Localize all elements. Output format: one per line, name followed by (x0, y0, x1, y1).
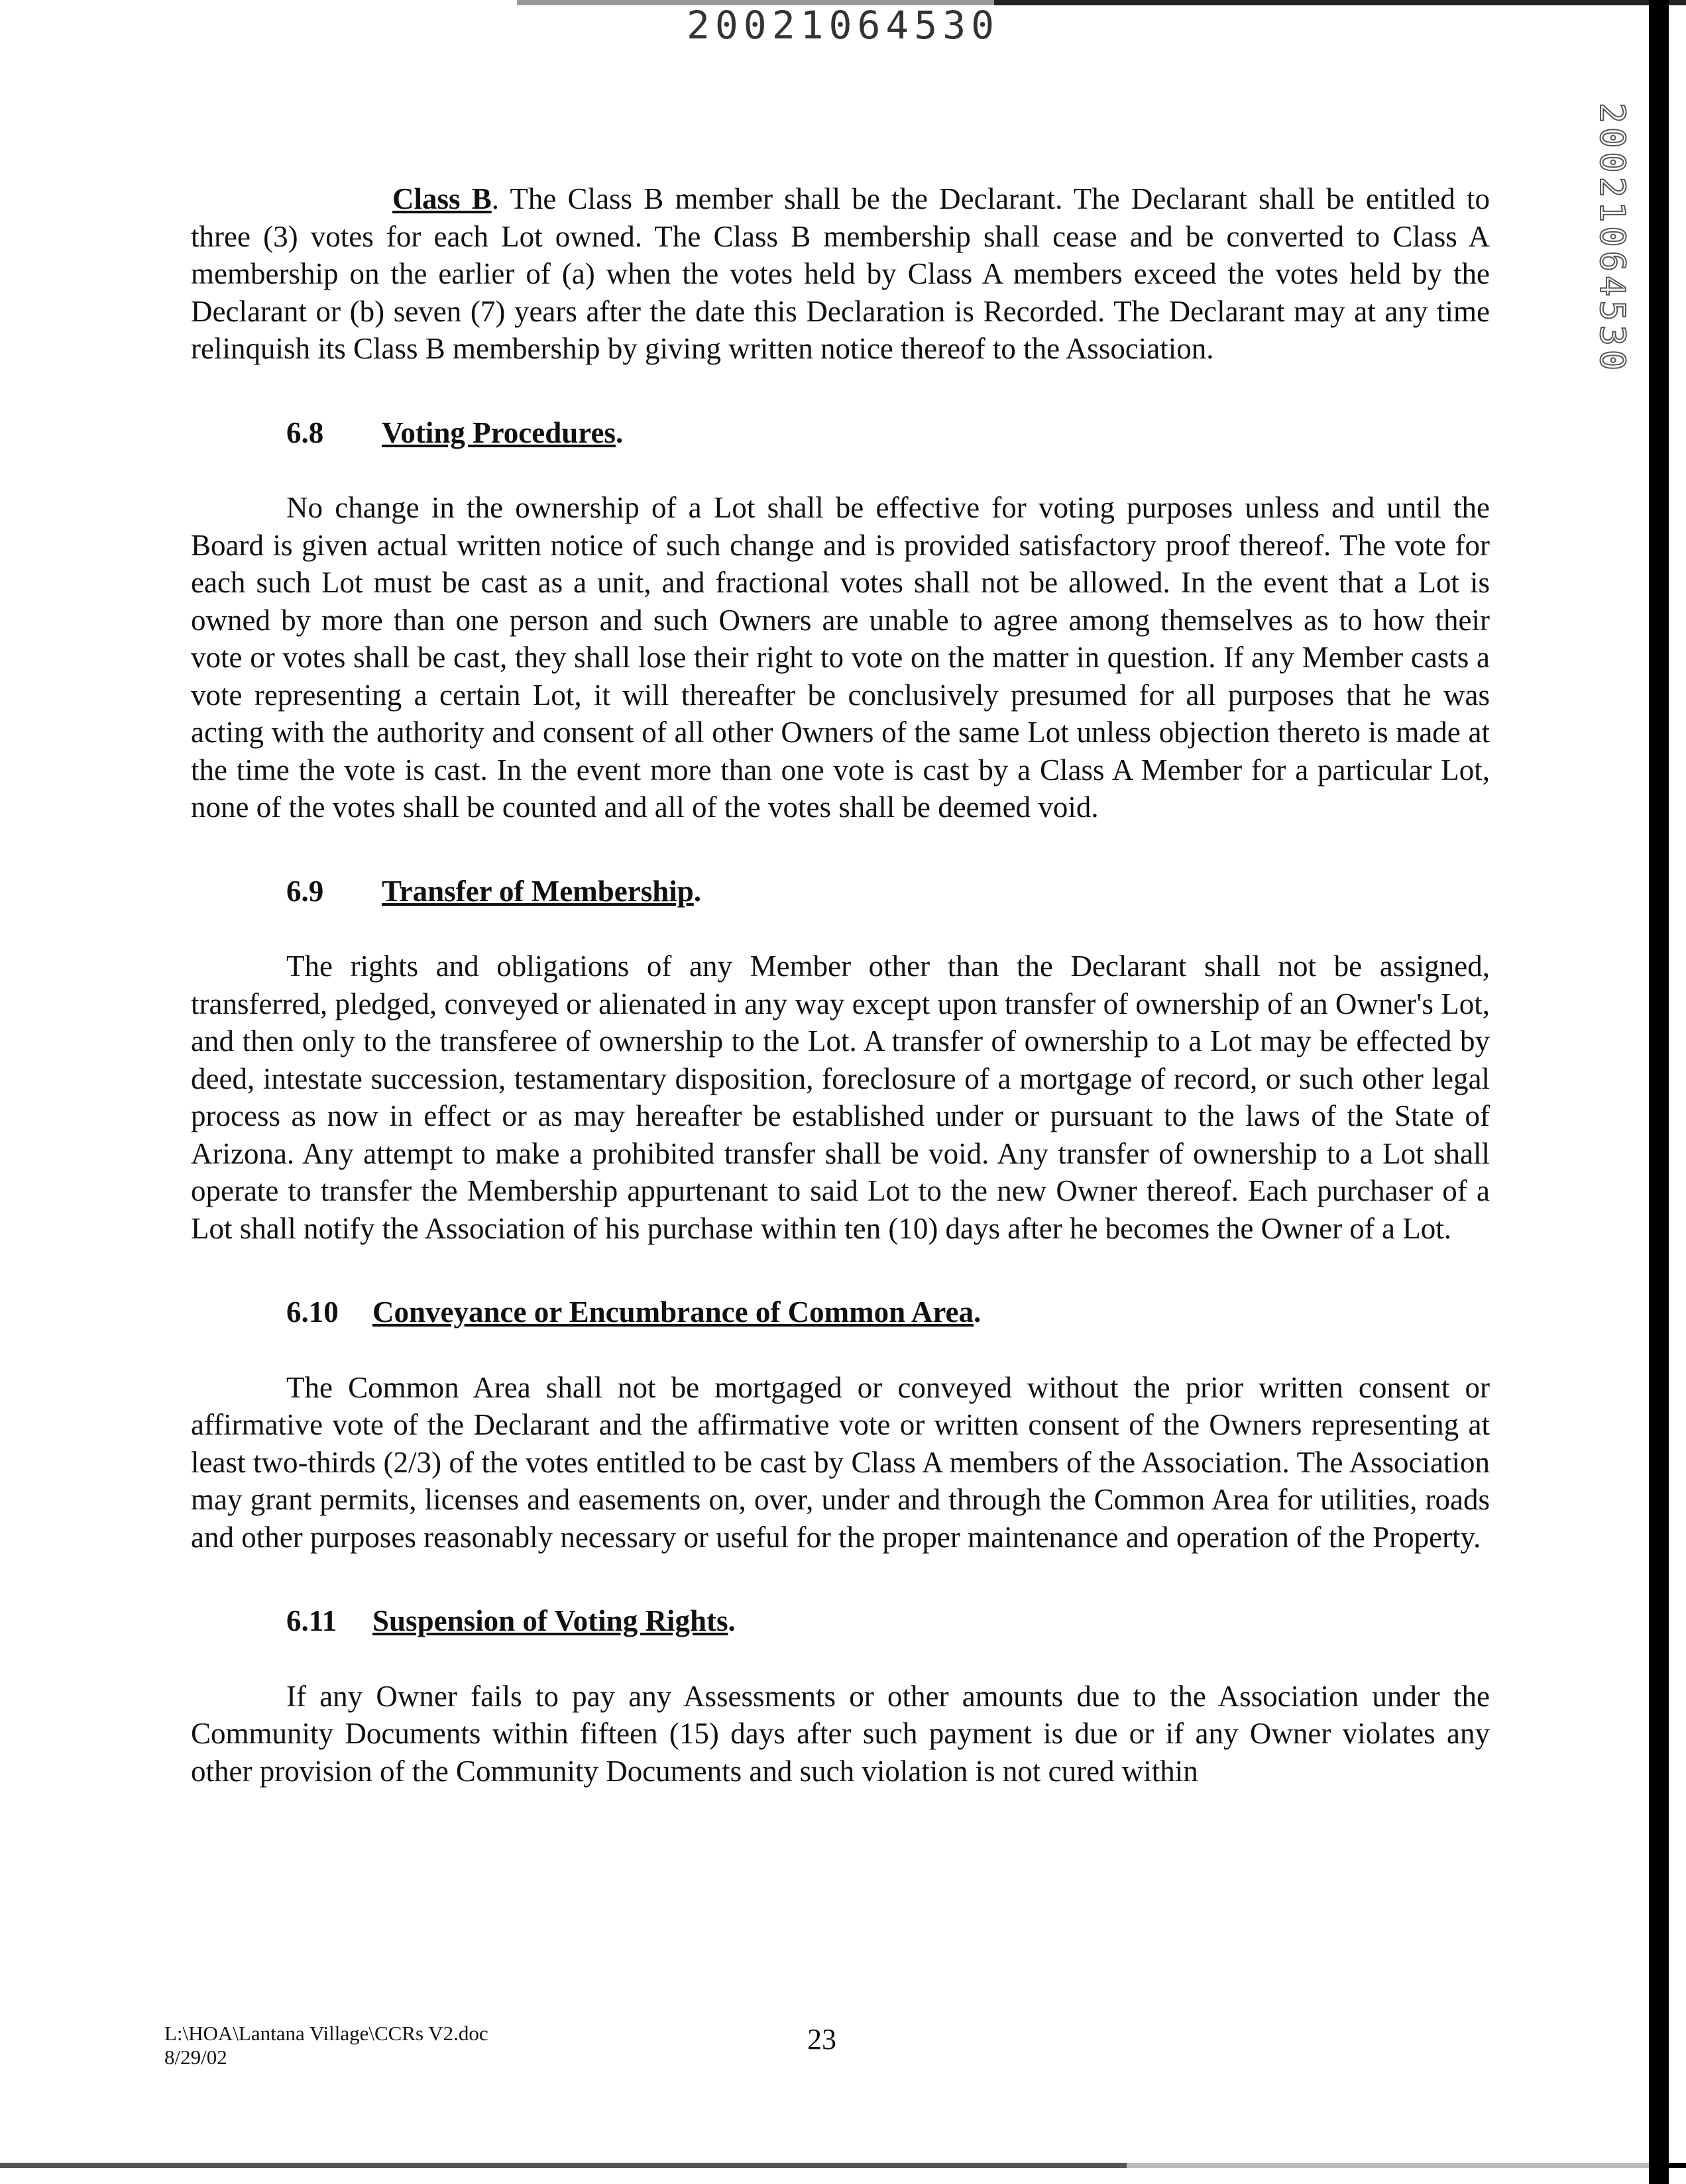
section-number: 6.11 (286, 1604, 337, 1637)
document-body (191, 180, 1490, 1790)
page-number: 23 (807, 2023, 836, 2055)
section-body-6-9: The rights and obligations of any Member other than the Declarant shall not be assigned, transferred, pledged, conveyed or alienated in any way except upon transfer of ownership of an Owner's Lot, and then only to the transferee of ownership to the Lot. A transfer of ownership to a Lot may be effected by deed, intestate succession, testamentary disposition, foreclosure of a mortgage of record, or such other legal process as now in effect or as may hereafter be established under or pursuant to the laws of the State of Arizona. Any attempt to make a prohibited transfer shall be void. Any transfer of ownership to a Lot shall operate to transfer the Membership appurtenant to said Lot to the new Owner thereof. Each purchaser of a Lot shall notify the Association of his purchase within ten (10) days after he becomes the Owner of a Lot. (191, 950, 1490, 1245)
section-heading-6-11: 6.11 Suspension of Voting Rights. (191, 1602, 1490, 1640)
document-number: 20021064530 (686, 3, 1000, 48)
section-number: 6.10 (286, 1295, 339, 1329)
footer-file-info (164, 2022, 488, 2069)
section-heading-6-8: 6.8 Voting Procedures. (191, 414, 1490, 452)
section-body-6-11: If any Owner fails to pay any Assessments or other amounts due to the Association under the Community Documents within fifteen (15) days after such payment is due or if any Owner violates any other provision of the Community Documents and such violation is not cured within (191, 1679, 1490, 1788)
section-number: 6.9 (286, 874, 324, 908)
class-b-paragraph (191, 180, 1490, 368)
section-title: Conveyance or Encumbrance of Common Area (372, 1295, 974, 1329)
class-b-lead: Class B (392, 182, 492, 215)
section-heading-6-10: 6.10 Conveyance or Encumbrance of Common Area. (191, 1293, 1490, 1331)
section-body-6-8: No change in the ownership of a Lot shall be effective for voting purposes unless and until the Board is given actual written notice of such change and is provided satisfactory proof thereof. The vote for each such Lot must be cast as a unit, and fractional votes shall not be allowed. In the event that a Lot is owned by more than one person and such Owners are unable to agree among themselves as to how their vote or votes shall be cast, they shall lose their right to vote on the matter in question. If any Member casts a vote representing a certain Lot, it will thereafter be conclusively presumed for all purposes that he was acting with the authority and consent of all other Owners of the same Lot unless objection thereto is made at the time the vote is cast. In the event more than one vote is cast by a Class A Member for a particular Lot, none of the votes shall be counted and all of the votes shall be deemed void. (191, 491, 1490, 824)
section-number: 6.8 (286, 415, 324, 449)
section-title: Voting Procedures (382, 415, 616, 449)
class-b-text: . The Class B member shall be the Declarant. The Declarant shall be entitled to three (3) votes for each Lot owned. The Class B membership shall cease and be converted to Class A membership on the earlier of (a) when the votes held by Class A members exceed the votes held by the Declarant or (b) seven (7) years after the date this Declaration is Recorded. The Declarant may at any time relinquish its Class B membership by giving written notice thereof to the Association. (191, 182, 1490, 365)
footer-file-path: L:\HOA\Lantana Village\CCRs V2.doc (164, 2022, 488, 2045)
section-title: Transfer of Membership (382, 874, 694, 908)
section-title: Suspension of Voting Rights (372, 1604, 728, 1637)
footer-date: 8/29/02 (164, 2046, 227, 2069)
section-heading-6-9: 6.9 Transfer of Membership. (191, 873, 1490, 910)
scan-right-border (1649, 0, 1669, 2184)
scan-bottom-rule (0, 2163, 1686, 2168)
section-body-6-10: The Common Area shall not be mortgaged or conveyed without the prior written consent or affirmative vote of the Declarant and the affirmative vote or written consent of the Owners representing at least two-thirds (2/3) of the votes entitled to be cast by Class A members of the Association. The Association may grant permits, licenses and easements on, over, under and through the Common Area for utilities, roads and other purposes reasonably necessary or useful for the proper maintenance and operation of the Property. (191, 1370, 1490, 1554)
side-stamp: 20021064530 (1592, 102, 1632, 375)
